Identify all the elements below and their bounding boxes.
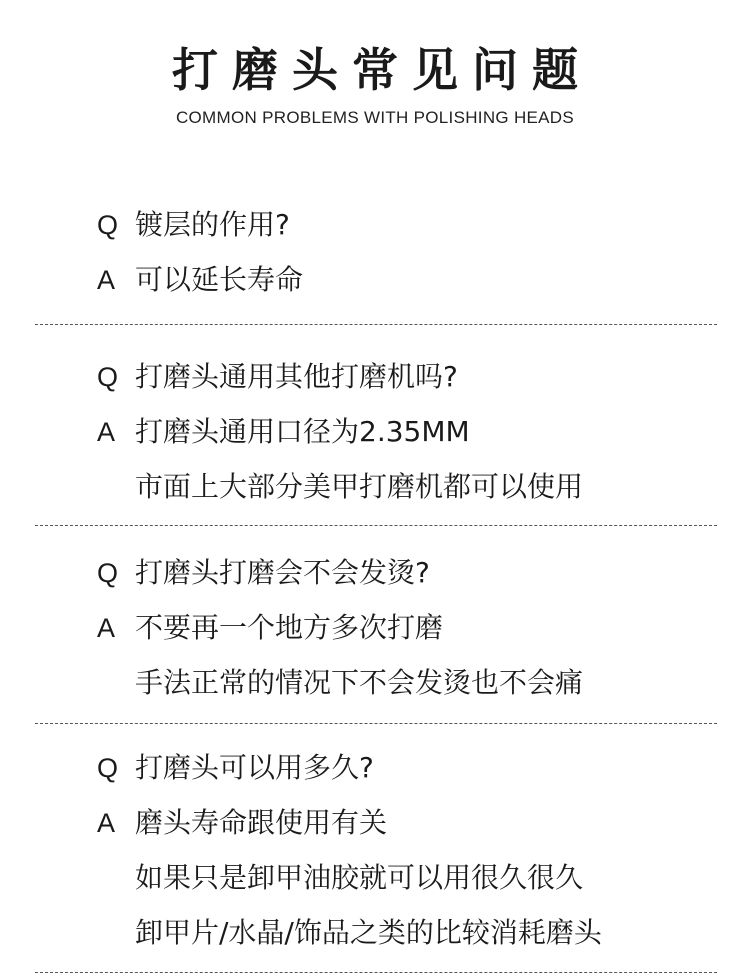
question-marker: Q [97, 753, 119, 783]
answer-marker: A [97, 808, 116, 838]
page-title: 打磨头常见问题 [172, 43, 592, 97]
dashed-divider [35, 723, 717, 724]
answer-continuation: 市面上大部分美甲打磨机都可以使用 [135, 470, 584, 503]
faq-answer-1 [97, 263, 303, 297]
question-marker: Q [97, 210, 119, 240]
question-marker: Q [97, 362, 119, 392]
question-text: 镀层的作用? [135, 208, 290, 241]
answer-continuation: 卸甲片/水晶/饰品之类的比较消耗磨头 [135, 916, 602, 949]
answer-text: 打磨头通用口径为2.35MM [135, 415, 470, 448]
faq-question-3 [97, 556, 430, 590]
dashed-divider [35, 324, 717, 325]
question-text: 打磨头可以用多久? [135, 751, 374, 784]
answer-marker: A [97, 613, 116, 643]
answer-text: 磨头寿命跟使用有关 [135, 806, 388, 839]
faq-answer-4 [97, 806, 387, 840]
question-text: 打磨头打磨会不会发烫? [135, 556, 430, 589]
answer-text: 可以延长寿命 [135, 263, 304, 296]
answer-continuation: 手法正常的情况下不会发烫也不会痛 [135, 666, 584, 699]
answer-text: 不要再一个地方多次打磨 [135, 611, 444, 644]
dashed-divider [35, 525, 717, 526]
faq-question-4 [97, 751, 374, 785]
answer-continuation: 如果只是卸甲油胶就可以用很久很久 [135, 861, 584, 894]
dashed-divider [35, 972, 717, 973]
answer-marker: A [97, 265, 116, 295]
faq-question-2 [97, 360, 458, 394]
faq-answer-2 [97, 415, 470, 449]
faq-answer-3 [97, 611, 443, 645]
answer-marker: A [97, 417, 116, 447]
question-marker: Q [97, 558, 119, 588]
faq-question-1 [97, 208, 290, 242]
question-text: 打磨头通用其他打磨机吗? [135, 360, 458, 393]
page-subtitle: COMMON PROBLEMS WITH POLISHING HEADS [175, 108, 575, 127]
